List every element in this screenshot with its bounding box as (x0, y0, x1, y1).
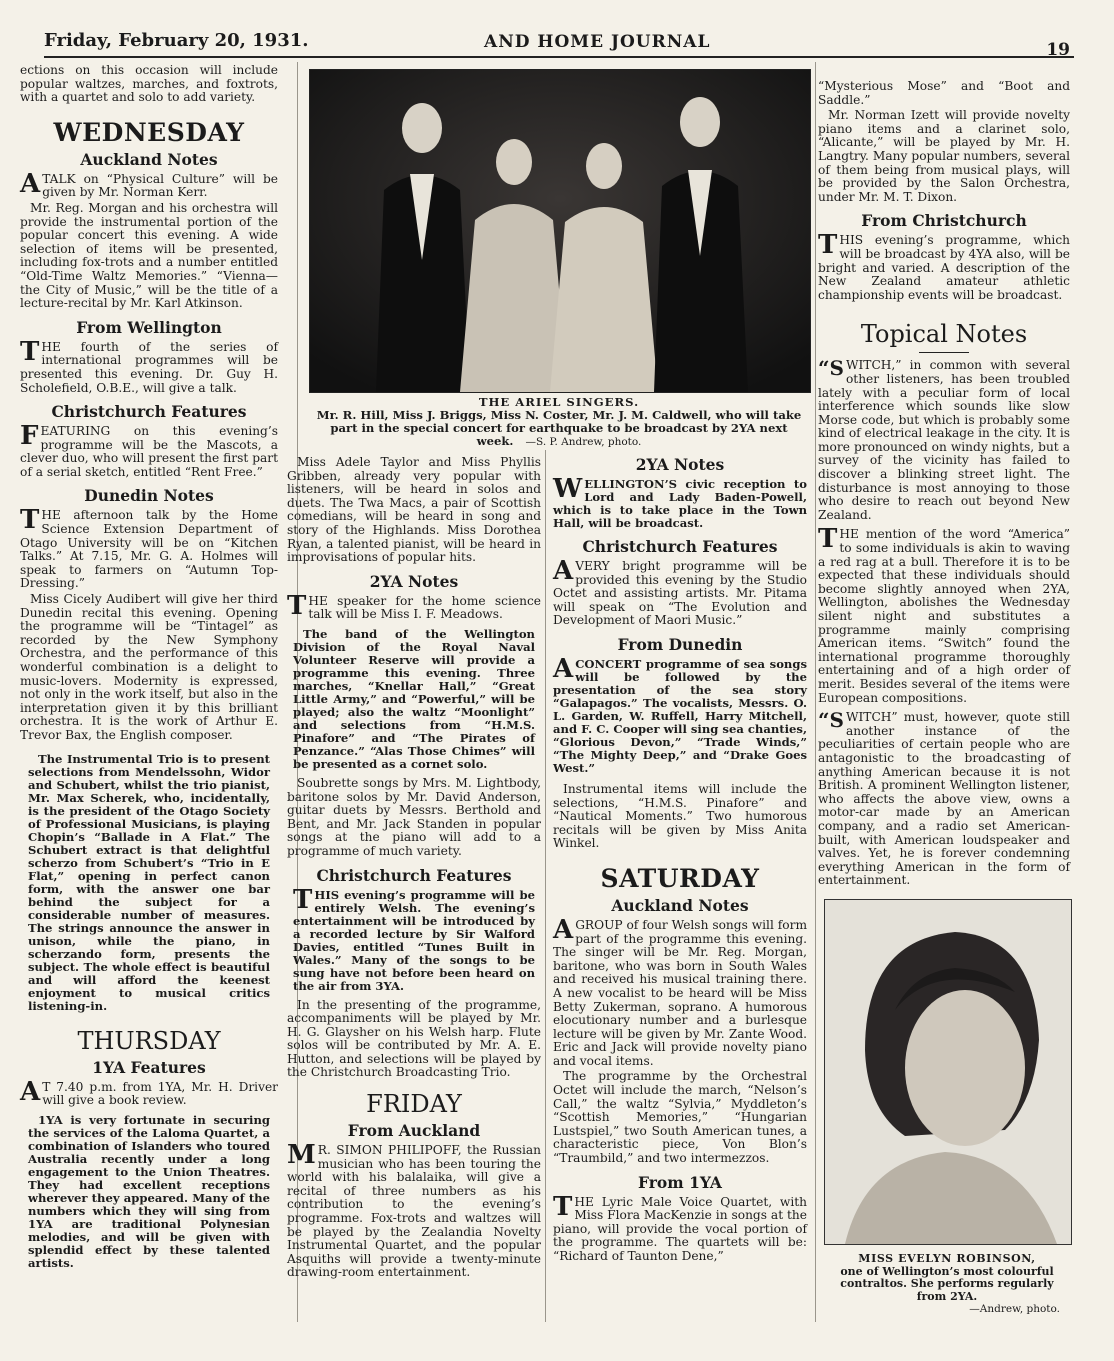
wed-christchurch-heading: Christchurch Features (51, 402, 247, 422)
saturday-heading: SATURDAY (600, 863, 760, 893)
column-2 (287, 456, 541, 1282)
wed-dunedin-p1: THE afternoon talk by the Home Science Extension Department of Otago University will be on “Kitchen Talks.” At 7.15, Mr. G. A. Holmes will speak to farmers on “Autumn Top-Dressing.” (20, 505, 278, 591)
wed-auckland-p2: Mr. Reg. Morgan and his orchestra will provide the instrumental portion of the popular concert this evening. A wide selection of items will be presented, including fox-trots and a number entitled “Old-Time Waltz Memories.” “Vienna—the City of Music,” will be the title of a lecture-recital by Mr. Karl Atkinson. (20, 200, 278, 311)
drop-cap: T (287, 590, 307, 621)
fri-dunedin-heading: From Dunedin (617, 634, 743, 654)
wed-dunedin-heading: Dunedin Notes (84, 486, 214, 506)
drop-cap: A (20, 1076, 41, 1107)
drop-cap: M (287, 1140, 316, 1171)
fri-auckland-heading: From Auckland (347, 1121, 481, 1141)
caption-body: Mr. R. Hill, Miss J. Briggs, Miss N. Coster, Mr. J. M. Caldwell, who will take part in the special concert for earthquake to be broadcast by 2YA next week. —S. P. Andrew, photo. (316, 408, 802, 448)
drop-cap: A (20, 168, 41, 199)
sat-christchurch-p1: THIS evening’s programme, which will be broadcast by 4YA also, will be bright and varied. A description of the New Zealand amateur athletic championship events will be broadcast. (818, 230, 1070, 302)
drop-cap: F (20, 421, 39, 452)
fri-christchurch-p1: AVERY bright programme will be provided this evening by the Studio Octet and assisting artists. Mr. Pitama will speak on “The Evolution and Development of Maori Music.” (553, 556, 807, 628)
topical-p2: THE mention of the word “America” to some individuals is akin to waving a red rag at a bull. Therefore it is to be expected that these individuals should become slightly annoyed when 2YA, Wellington, abolishes the Wednesday silent night and substitutes a programme mainly comprising American items. “Switch” found the international programme thoroughly entertaining and of a high order of merit. Besides several of the items were European compositions. (818, 524, 1070, 705)
thu-2ya-reception-p1: WELLINGTON’S civic reception to Lord and Lady Baden-Powell, which is to take place in the Town Hall, will be broadcast. (553, 474, 807, 530)
evelyn-robinson-photo (824, 899, 1072, 1245)
wed-wellington-heading: From Wellington (76, 317, 222, 337)
wed-dunedin-p3: The Instrumental Trio is to present selections from Mendelssohn, Widor and Schubert, whilst the trio pianist, Mr. Max Scherek, who, incidentally, is the president of the Otago Society of Professional Musicians, is playing Chopin’s “Ballade in A Flat.” The Schubert extract is that delightful scherzo from Schubert’s “Trio in E Flat,” opening in perfect canon form, with the answer one bar behind the subject for a considerable number of measures. The strings announce the answer in unison, while the piano, in scherzando form, presents the subject. The whole effect is beautiful and will afford the keenest enjoyment to musical critics listening-in. (28, 751, 270, 1013)
drop-cap: A (553, 556, 574, 586)
wed-auckland-p1: ATALK on “Physical Culture” will be given by Mr. Norman Kerr. (20, 168, 278, 200)
drop-cap: T (293, 884, 313, 915)
drop-cap: T (818, 524, 838, 555)
drop-cap: T (553, 1191, 573, 1222)
portrait-caption (824, 1253, 1070, 1316)
thu-2ya-reception-heading: 2YA Notes (635, 455, 725, 474)
portrait-illustration (825, 900, 1071, 1244)
thu-2ya-p2: The band of the Wellington Division of the Royal Naval Volunteer Reserve will provide a programme this evening. Three marches, “Knellar Hall,” “Great Little Army,” and “Powerful,” will be played; also the waltz “Moonlight” and selections from “H.M.S. Pinafore” and “The Pirates of Penzance.” “Alas Those Chimes” will be presented as a cornet solo. (293, 626, 535, 771)
thu-christchurch-p2: In the presenting of the programme, accompaniments will be played by Mr. H. G. Glaysher on his Welsh harp. Flute solos will be contributed by Mr. A. E. Hutton, and selections will be played by the Christchurch Broadcasting Trio. (287, 997, 541, 1080)
drop-cap: “S (818, 708, 844, 733)
thu-1ya-heading: 1YA Features (92, 1057, 206, 1077)
sat-auckland-p1: AGROUP of four Welsh songs will form part of the programme this evening. The singer will be Mr. Reg. Morgan, baritone, who was born in South Wales and received his musical training there. A new vocalist to be heard will be Miss Betty Zukerman, soprano. A humorous elocutionary number and a burlesque lecture will be given by Mr. Zante Wood. Eric and Jack will provide novelty piano and vocal items. (553, 914, 807, 1068)
ariel-singers-photo (309, 69, 811, 393)
page-number: 19 (1046, 40, 1070, 60)
thu-2ya-p3: Soubrette songs by Mrs. M. Lightbody, baritone solos by Mr. David Anderson, guitar duets by Messrs. Berthold and Bent, and Mr. Jack Standen in popular songs at the piano will add to a programme of much variety. (287, 775, 541, 858)
singers-illustration (310, 70, 810, 392)
topical-p1: “S WITCH,” in common with several other listeners, has been troubled lately with a peculiar form of local interference which sounds like slow Morse code, but which is probably some kind of electrical leakage in the city. It is more pronounced on windy nights, but a survey of the vicinity has failed to discover a blinking street light. The disturbance is most annoying to those who desire to reach out beyond New Zealand. (818, 356, 1070, 522)
column-4 (818, 80, 1070, 890)
drop-cap: W (553, 474, 583, 504)
drop-cap: A (553, 914, 574, 945)
intro-paragraph: ections on this occasion will include popular waltzes, marches, and foxtrots, with a quartet and solo to add variety. (20, 63, 278, 105)
drop-cap: A (553, 653, 574, 684)
publication-title: AND HOME JOURNAL (484, 32, 711, 52)
col2-intro: Miss Adele Taylor and Miss Phyllis Gribben, already very popular with listeners, will be heard in solos and duets. The Twa Macs, a pair of Scottish comedians, will be heard in song and story of the Highlands. Miss Dorothea Ryan, a talented pianist, will be heard in improvisations of popular hits. (287, 455, 541, 565)
thu-christchurch-p1: THIS evening’s programme will be entirely Welsh. The evening’s entertainment will be introduced by a recorded lecture by Sir Walford Davies, entitled “Tunes Built in Wales.” Many of the songs to be sung have not before been heard on the air from 3YA. (293, 884, 535, 993)
portrait-credit: —Andrew, photo. (969, 1303, 1060, 1316)
drop-cap: “S (818, 356, 844, 381)
heading-rule (919, 352, 969, 353)
thu-1ya-p1: A T 7.40 p.m. from 1YA, Mr. H. Driver will give a book review. (20, 1076, 278, 1108)
portrait-name: MISS EVELYN ROBINSON, (858, 1252, 1036, 1265)
topical-p3: “S WITCH” must, however, quote still another instance of the peculiarities of certain people who are antagonistic to the broadcasting of anything American because it is not British. A prominent Wellington listener, who affects the above view, owns a motor-car made by an American company, and a radio set American-built, with American loudspeaker and valves. Yet, he is forever condemning everything American in the form of entertainment. (818, 708, 1070, 888)
sat-auckland-p2: The programme by the Orchestral Octet will include the march, “Nelson’s Call,” the waltz “Sylvia,” Myddleton’s “Scottish Memories,” “Hungarian Lustspiel,” two South American tunes, a characteristic piece, Von Blon’s “Traumbild,” and two intermezzos. (553, 1069, 807, 1166)
wednesday-heading: WEDNESDAY (53, 117, 245, 147)
page-header (44, 26, 1074, 58)
col4-p2: Mr. Norman Izett will provide novelty piano items and a clarinet solo, “Alicante,” will be played by Mr. H. Langtry. Many popular numbers, several of them being from musical plays, will be provided by the Salon Orchestra, under Mr. M. T. Dixon. (818, 108, 1070, 204)
topical-notes-heading: Topical Notes (860, 320, 1028, 349)
photo-caption (306, 396, 812, 449)
column-rule (545, 450, 546, 1322)
thu-1ya-p2: 1YA is very fortunate in securing the services of the Laloma Quartet, a combination of Islanders who toured Australia recently under a long engagement to the Union Theatres. They had excellent receptions wherever they appeared. Many of the numbers which they will sing from 1YA are traditional Polynesian melodies, and will be given with splendid effect by these talented artists. (28, 1112, 270, 1270)
wed-dunedin-p2: Miss Cicely Audibert will give her third Dunedin recital this evening. Opening the programme will be “Tintagel” as recorded by the New Symphony Orchestra, and the performance of this wonderful combination is a delight to music-lovers. Modernity is expressed, not only in the work itself, but also in the interpretation given it by this brilliant orchestra. It is the work of Arthur E. Trevor Bax, the English composer. (20, 592, 278, 742)
sat-1ya-heading: From 1YA (638, 1172, 722, 1192)
drop-cap: T (20, 505, 40, 536)
wed-christchurch-p1: FEATURING on this evening’s programme will be the Mascots, a clever duo, who will present the first part of a serial sketch, entitled “Rent Free.” (20, 421, 278, 479)
caption-title: THE ARIEL SINGERS. (478, 395, 640, 409)
sat-christchurch-heading: From Christchurch (861, 211, 1027, 231)
caption-credit: —S. P. Andrew, photo. (525, 436, 642, 448)
friday-heading: FRIDAY (366, 1090, 462, 1119)
issue-date: Friday, February 20, 1931. (44, 30, 309, 51)
wed-wellington-p1: THE fourth of the series of international programmes will be presented this evening. Dr. Guy H. Scholefield, O.B.E., will give a talk. (20, 336, 278, 395)
thursday-heading: THURSDAY (77, 1026, 221, 1055)
thu-2ya-heading: 2YA Notes (369, 571, 459, 591)
fri-christchurch-heading: Christchurch Features (582, 537, 778, 556)
fri-dunedin-p2: Instrumental items will include the selections, “H.M.S. Pinafore” and “Nautical Moments.” Two humorous recitals will be given by Miss Anita Winkel. (553, 781, 807, 851)
column-rule (815, 62, 816, 1322)
sat-1ya-p1: THE Lyric Male Voice Quartet, with Miss Flora MacKenzie in songs at the piano, will provide the vocal portion of the programme. The quartets will be: “Richard of Taunton Dene,” (553, 1191, 807, 1263)
fri-auckland-p1: M R. SIMON PHILIPOFF, the Russian musician who has been touring the world with his balalaika, will give a recital of three numbers as his contribution to the evening’s programme. Fox-trots and waltzes will be played by the Zealandia Novelty Instrumental Quartet, and the popular Asquiths will provide a twenty-minute drawing-room entertainment. (287, 1140, 541, 1280)
drop-cap: T (818, 230, 838, 261)
wed-auckland-heading: Auckland Notes (80, 149, 218, 169)
col4-intro: “Mysterious Mose” and “Boot and Saddle.” (818, 79, 1070, 107)
fri-dunedin-p1: ACONCERT programme of sea songs will be followed by the presentation of the sea story “Galapagos.” The vocalists, Messrs. O. L. Garden, W. Ruffell, Harry Mitchell, and F. C. Cooper will sing sea chanties, “Glorious Devon,” “Trade Winds,” “The Mighty Deep,” and “Drake Goes West.” (553, 653, 807, 775)
column-3 (553, 456, 807, 1266)
sat-auckland-heading: Auckland Notes (611, 895, 749, 915)
drop-cap: T (20, 336, 40, 367)
thu-christchurch-heading: Christchurch Features (316, 865, 512, 885)
column-1 (20, 64, 278, 1272)
thu-2ya-p1: THE speaker for the home science talk will be Miss I. F. Meadows. (287, 590, 541, 622)
portrait-description: one of Wellington’s most colourful contraltos. She performs regularly from 2YA. (840, 1264, 1054, 1303)
